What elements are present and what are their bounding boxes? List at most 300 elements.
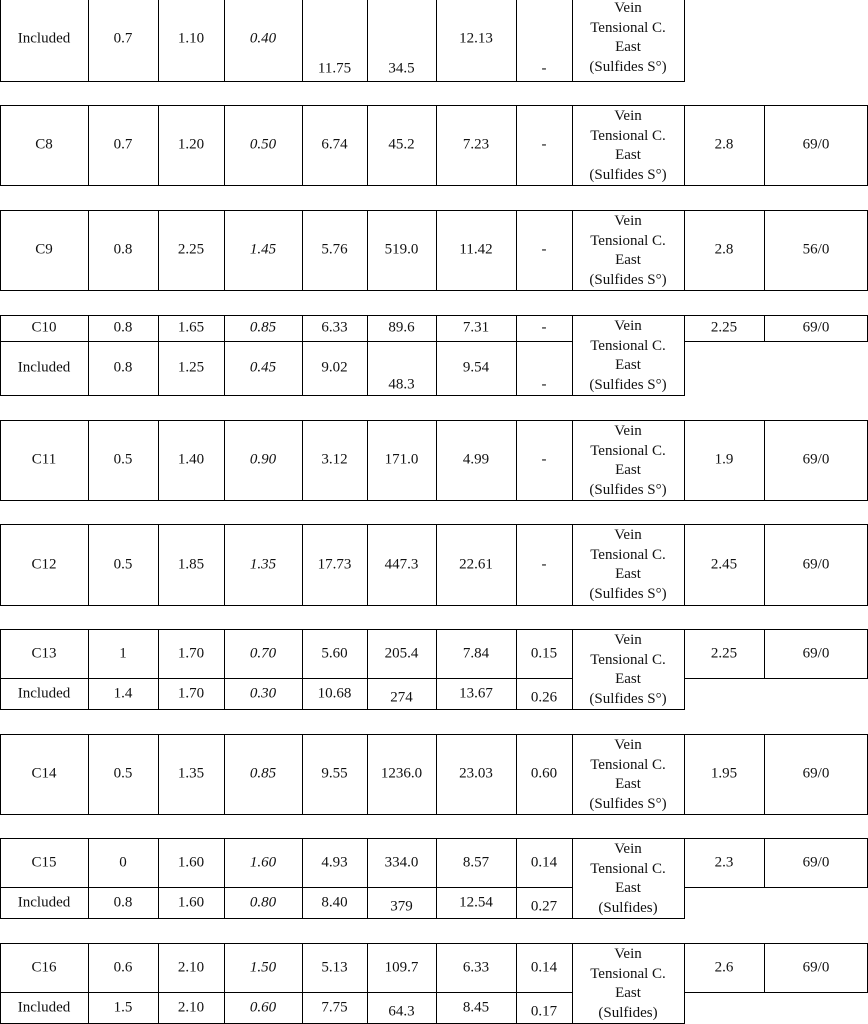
grid-line [224, 734, 225, 815]
grid-line [224, 210, 225, 291]
grid-line [516, 629, 517, 710]
to-value: 1.40 [177, 451, 205, 468]
grade-a-value: 5.60 [321, 645, 348, 661]
grid-line [0, 918, 573, 919]
width-value: 2.8 [714, 136, 734, 153]
grid-line [516, 524, 517, 606]
from-value: 0.5 [113, 765, 133, 782]
to-value: 1.65 [177, 319, 205, 336]
from-value: 0.8 [113, 319, 133, 336]
width-value: 2.25 [710, 645, 738, 661]
to-value: 1.20 [177, 136, 205, 153]
grid-line [764, 629, 765, 679]
grid-line [436, 210, 437, 291]
grid-line [436, 943, 437, 1024]
grid-line [0, 629, 1, 710]
grid-line [224, 0, 225, 82]
grid-line [572, 420, 573, 501]
description-line: (Sulfides) [598, 1004, 658, 1021]
length-value: 0.85 [249, 319, 277, 336]
grid-line [684, 315, 685, 396]
grid-line [0, 734, 573, 735]
description-line: Vein [614, 318, 642, 334]
width-value: 2.6 [714, 959, 734, 975]
grid-line [0, 943, 1, 1024]
grid-line [572, 395, 685, 396]
description-line: Tensional C. [590, 860, 666, 877]
description-line: East [615, 252, 641, 268]
grade-a-value: 7.75 [321, 999, 348, 1015]
description-line: Vein [614, 737, 642, 753]
equivalent-value: 23.03 [459, 765, 493, 782]
grade-c-value: 0.14 [530, 959, 558, 975]
sample-id: C10 [31, 319, 57, 336]
grade-a-value: 3.12 [321, 451, 348, 468]
grid-line [0, 420, 573, 421]
grid-line [572, 629, 685, 630]
grade-c-value: - [541, 60, 547, 77]
grid-line [572, 524, 573, 606]
grid-line [572, 0, 573, 82]
from-value: 0.5 [113, 451, 133, 468]
grid-line [224, 943, 225, 1024]
grid-line [572, 185, 685, 186]
description-line: East [615, 357, 641, 373]
grid-line [572, 420, 685, 421]
grid-line [0, 315, 1, 396]
grid-line [572, 918, 685, 919]
description-line: (Sulfides S°) [589, 58, 667, 75]
to-value: 1.70 [177, 685, 205, 701]
grid-line [367, 210, 368, 291]
orientation-value: 56/0 [802, 241, 830, 258]
from-value: 0.8 [113, 359, 133, 376]
description-line: East [615, 880, 641, 896]
from-value: 1.5 [113, 999, 133, 1015]
grid-line [88, 629, 89, 710]
from-value: 0.8 [113, 241, 133, 258]
grid-line [302, 629, 303, 710]
grid-line [572, 709, 685, 710]
grid-line [436, 838, 437, 919]
grid-line [367, 838, 368, 919]
grid-line [367, 734, 368, 815]
grade-a-value: 17.73 [317, 556, 352, 572]
grid-line [302, 0, 303, 82]
grid-line [0, 838, 1, 919]
grid-line [0, 814, 573, 815]
description-line: Tensional C. [590, 546, 666, 563]
grid-line [684, 814, 868, 815]
equivalent-value: 7.31 [462, 319, 490, 336]
grid-line [158, 629, 159, 710]
grade-a-value: 4.93 [321, 854, 348, 870]
to-value: 1.60 [177, 854, 205, 870]
grade-a-value: 6.74 [321, 136, 348, 153]
grade-a-value: 9.55 [321, 765, 348, 782]
grid-line [572, 81, 685, 82]
to-value: 1.70 [177, 645, 205, 661]
sample-id: Included [17, 894, 71, 910]
grid-line [764, 524, 765, 606]
description-line: (Sulfides S°) [589, 271, 667, 288]
grid-line [764, 420, 765, 501]
grid-line [436, 734, 437, 815]
equivalent-value: 12.54 [459, 894, 493, 910]
grid-line [572, 943, 573, 1024]
grid-line [224, 629, 225, 710]
from-value: 1 [119, 645, 127, 661]
grade-c-value: - [541, 451, 547, 468]
description-line: Vein [614, 527, 642, 543]
grid-line [684, 629, 868, 630]
grid-line [684, 420, 868, 421]
grid-line [516, 420, 517, 501]
sample-id: C14 [31, 765, 57, 782]
description-line: Vein [614, 946, 642, 962]
grid-line [302, 838, 303, 919]
grid-line [572, 814, 685, 815]
grade-a-value: 9.02 [321, 359, 348, 376]
description-line: East [615, 985, 641, 1001]
equivalent-value: 8.45 [462, 999, 490, 1015]
grid-line [0, 629, 573, 630]
grid-line [572, 524, 685, 525]
grid-line [572, 734, 573, 815]
grid-line [0, 678, 573, 679]
equivalent-value: 7.84 [462, 645, 490, 661]
orientation-value: 69/0 [802, 136, 830, 153]
grid-line [0, 290, 573, 291]
equivalent-value: 22.61 [459, 556, 493, 572]
grade-c-value: - [541, 241, 547, 258]
grid-line [572, 210, 685, 211]
grid-line [684, 210, 868, 211]
grid-line [684, 943, 685, 1024]
grade-c-value: 0.17 [530, 1003, 558, 1019]
grid-line [684, 105, 868, 106]
grid-line [224, 838, 225, 919]
grid-line [158, 734, 159, 815]
grid-line [684, 290, 868, 291]
equivalent-value: 9.54 [462, 359, 490, 376]
grid-line [572, 838, 573, 919]
grid-line [572, 943, 685, 944]
grid-line [516, 210, 517, 291]
length-value: 0.30 [249, 685, 277, 701]
grade-b-value: 89.6 [388, 319, 415, 336]
from-value: 0.6 [113, 959, 133, 975]
grid-line [367, 629, 368, 710]
grid-line [436, 420, 437, 501]
to-value: 1.60 [177, 894, 205, 910]
grid-line [0, 395, 573, 396]
grid-line [764, 105, 765, 186]
description-line: East [615, 566, 641, 582]
grid-line [572, 629, 573, 710]
from-value: 0 [119, 854, 127, 870]
equivalent-value: 13.67 [459, 685, 493, 701]
to-value: 1.35 [177, 765, 205, 782]
grid-line [684, 734, 868, 735]
grid-line [764, 838, 765, 888]
description-line: East [615, 776, 641, 792]
orientation-value: 69/0 [802, 959, 830, 975]
grid-line [684, 629, 685, 710]
grid-line [0, 185, 573, 186]
grid-line [572, 734, 685, 735]
grid-line [0, 500, 573, 501]
orientation-value: 69/0 [802, 645, 830, 661]
grid-line [367, 0, 368, 82]
grid-line [0, 315, 573, 316]
grid-line [302, 524, 303, 606]
grid-line [0, 341, 573, 342]
orientation-value: 69/0 [802, 854, 830, 870]
description-line: East [615, 462, 641, 478]
grid-line [684, 838, 685, 919]
description-line: East [615, 39, 641, 55]
grid-line [88, 420, 89, 501]
sample-id: Included [17, 685, 71, 701]
grade-c-value: 0.26 [530, 689, 558, 705]
sample-id: C16 [31, 959, 57, 975]
length-value: 1.35 [249, 556, 277, 572]
grid-line [367, 524, 368, 606]
grid-line [0, 210, 1, 291]
grid-line [0, 605, 573, 606]
grid-line [302, 105, 303, 186]
length-value: 0.45 [249, 359, 277, 376]
grade-b-value: 519.0 [384, 241, 419, 258]
grid-line [684, 678, 868, 679]
grid-line [158, 943, 159, 1024]
grid-line [224, 420, 225, 501]
description-line: Tensional C. [590, 232, 666, 249]
grid-line [302, 315, 303, 396]
grade-b-value: 109.7 [384, 959, 419, 975]
grid-line [436, 629, 437, 710]
length-value: 1.50 [249, 959, 277, 975]
description-line: Tensional C. [590, 337, 666, 354]
description-line: Vein [614, 423, 642, 439]
sample-id: C8 [35, 136, 53, 153]
grid-line [684, 524, 868, 525]
grid-line [0, 420, 1, 501]
grid-line [572, 210, 573, 291]
grid-line [572, 838, 685, 839]
grid-line [0, 105, 573, 106]
grid-line [764, 210, 765, 291]
grid-line [302, 210, 303, 291]
grid-line [572, 105, 573, 186]
orientation-value: 69/0 [802, 556, 830, 572]
width-value: 2.8 [714, 241, 734, 258]
grid-line [0, 105, 1, 186]
grid-line [88, 943, 89, 1024]
grid-line [367, 943, 368, 1024]
grid-line [572, 500, 685, 501]
length-value: 0.90 [249, 451, 277, 468]
grade-c-value: 0.14 [530, 854, 558, 870]
equivalent-value: 8.57 [462, 854, 490, 870]
grid-line [158, 838, 159, 919]
grid-line [684, 605, 868, 606]
length-value: 0.70 [249, 645, 277, 661]
description-line: Vein [614, 108, 642, 124]
grid-line [684, 341, 868, 342]
grid-line [684, 992, 868, 993]
description-line: (Sulfides S°) [589, 481, 667, 498]
grid-line [572, 315, 573, 396]
grid-line [302, 420, 303, 501]
grid-line [764, 943, 765, 993]
grid-line [764, 734, 765, 815]
orientation-value: 69/0 [802, 765, 830, 782]
grid-line [0, 992, 573, 993]
grade-b-value: 45.2 [388, 136, 415, 153]
equivalent-value: 4.99 [462, 451, 490, 468]
equivalent-value: 7.23 [462, 136, 490, 153]
grid-line [88, 210, 89, 291]
grid-line [158, 105, 159, 186]
description-line: Vein [614, 213, 642, 229]
width-value: 1.95 [710, 765, 738, 782]
description-line: (Sulfides S°) [589, 585, 667, 602]
grid-line [684, 943, 868, 944]
description-line: Vein [614, 841, 642, 857]
length-value: 0.85 [249, 765, 277, 782]
from-value: 1.4 [113, 685, 133, 701]
from-value: 0.8 [113, 894, 133, 910]
equivalent-value: 12.13 [459, 30, 493, 47]
grid-line [302, 943, 303, 1024]
grade-a-value: 6.33 [321, 319, 348, 336]
description-line: (Sulfides) [598, 899, 658, 916]
sample-id: Included [17, 999, 71, 1015]
description-line: Tensional C. [590, 127, 666, 144]
sample-id: C13 [31, 645, 57, 661]
description-line: Tensional C. [590, 651, 666, 668]
grade-c-value: - [541, 136, 547, 153]
grid-line [367, 105, 368, 186]
grid-line [367, 420, 368, 501]
grade-c-value: - [541, 556, 547, 572]
grid-line [684, 524, 685, 606]
grid-line [158, 0, 159, 82]
length-value: 1.60 [249, 854, 277, 870]
grid-line [88, 0, 89, 82]
description-line: Vein [614, 0, 642, 16]
to-value: 1.85 [177, 556, 205, 572]
grade-b-value: 447.3 [384, 556, 419, 572]
sample-id: C9 [35, 241, 53, 258]
to-value: 1.10 [177, 30, 205, 47]
grid-line [516, 0, 517, 82]
grid-line [516, 838, 517, 919]
grid-line [158, 524, 159, 606]
orientation-value: 69/0 [802, 319, 830, 336]
to-value: 1.25 [177, 359, 205, 376]
grid-line [0, 81, 573, 82]
grid-line [88, 734, 89, 815]
description-line: Tensional C. [590, 19, 666, 36]
grid-line [224, 524, 225, 606]
grid-line [0, 838, 573, 839]
equivalent-value: 6.33 [462, 959, 490, 975]
grade-c-value: 0.27 [530, 898, 558, 914]
grid-line [88, 105, 89, 186]
grid-line [158, 420, 159, 501]
width-value: 2.45 [710, 556, 738, 572]
grade-b-value: 379 [390, 898, 413, 914]
description-line: (Sulfides S°) [589, 690, 667, 707]
grid-line [88, 524, 89, 606]
from-value: 0.7 [113, 30, 133, 47]
length-value: 1.45 [249, 241, 277, 258]
grid-line [302, 734, 303, 815]
description-line: (Sulfides S°) [589, 795, 667, 812]
grade-b-value: 171.0 [384, 451, 419, 468]
grid-line [572, 315, 685, 316]
grid-line [684, 420, 685, 501]
grid-line [0, 524, 573, 525]
grade-c-value: - [541, 319, 547, 336]
from-value: 0.5 [113, 556, 133, 572]
grid-line [0, 887, 573, 888]
grid-line [224, 105, 225, 186]
grade-b-value: 48.3 [388, 376, 415, 393]
grid-line [516, 734, 517, 815]
grid-line [88, 315, 89, 396]
sample-id: C11 [31, 451, 57, 468]
to-value: 2.10 [177, 959, 205, 975]
grade-a-value: 8.40 [321, 894, 348, 910]
sample-id: C15 [31, 854, 57, 870]
grid-line [88, 838, 89, 919]
length-value: 0.40 [249, 30, 277, 47]
length-value: 0.50 [249, 136, 277, 153]
grid-line [0, 210, 573, 211]
description-line: Vein [614, 632, 642, 648]
grid-line [516, 105, 517, 186]
grid-line [684, 315, 868, 316]
grid-line [572, 605, 685, 606]
width-value: 2.3 [714, 854, 734, 870]
grid-line [684, 734, 685, 815]
description-line: East [615, 671, 641, 687]
grid-line [572, 105, 685, 106]
grade-b-value: 64.3 [388, 1003, 415, 1019]
grade-c-value: - [541, 376, 547, 393]
grade-a-value: 10.68 [317, 685, 352, 701]
grade-a-value: 5.13 [321, 959, 348, 975]
description-line: East [615, 147, 641, 163]
description-line: Tensional C. [590, 756, 666, 773]
grid-line [436, 524, 437, 606]
grade-c-value: 0.15 [530, 645, 558, 661]
grade-b-value: 1236.0 [380, 765, 423, 782]
length-value: 0.80 [249, 894, 277, 910]
grid-line [0, 943, 573, 944]
grid-line [684, 210, 685, 291]
description-line: (Sulfides S°) [589, 166, 667, 183]
grid-line [0, 734, 1, 815]
grid-line [684, 838, 868, 839]
grid-line [684, 887, 868, 888]
grid-line [0, 709, 573, 710]
grade-a-value: 11.75 [317, 60, 352, 77]
